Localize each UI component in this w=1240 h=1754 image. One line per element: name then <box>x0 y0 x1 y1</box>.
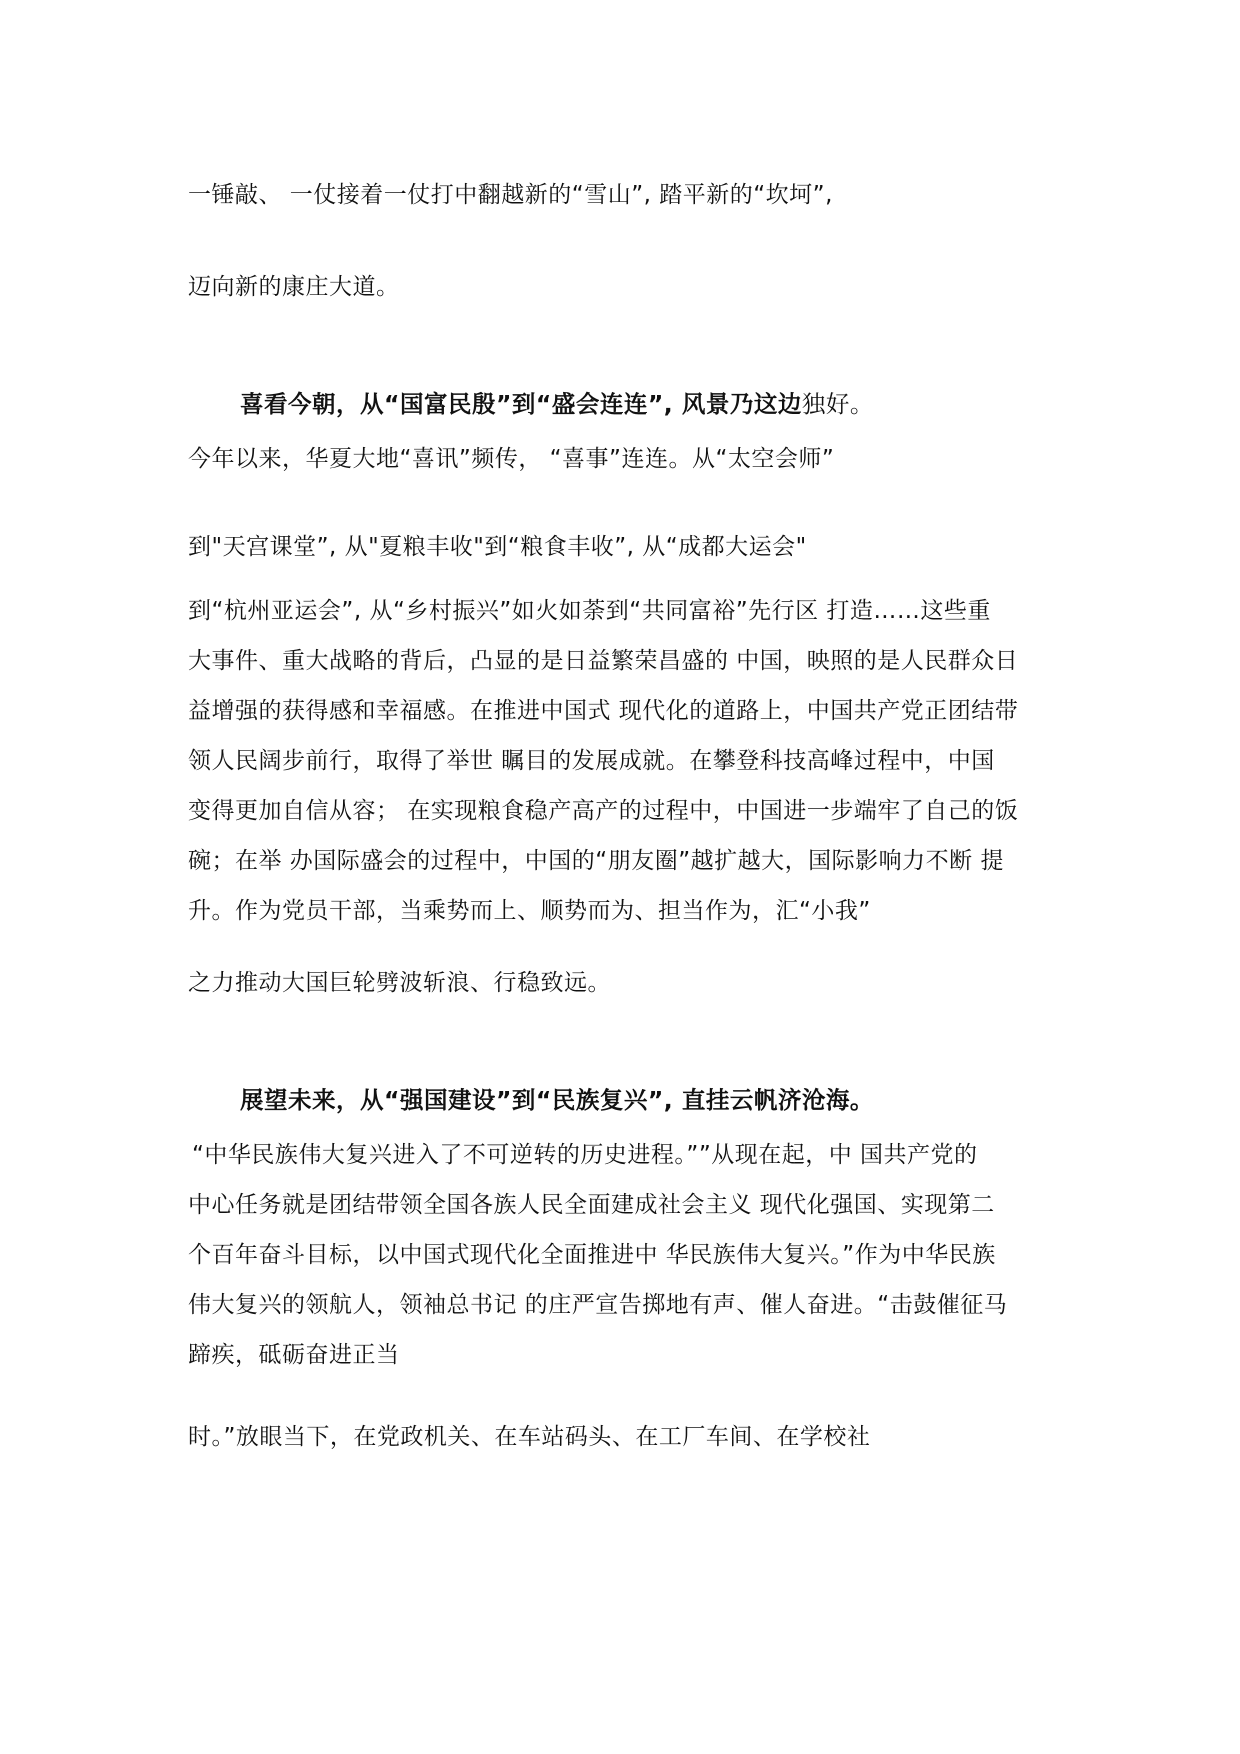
text-line: 伟大复兴的领航人，领袖总书记 的庄严宣告掷地有声、催人奋进。“击鼓催征马 <box>188 1292 1008 1318</box>
text-line: 变得更加自信从容； 在实现粮食稳产高产的过程中，中国进一步端牢了自己的饭 <box>188 798 1019 824</box>
heading-tail: 独好。 <box>801 390 874 418</box>
text-line: 迈向新的康庄大道。 <box>188 274 400 300</box>
heading-bold: 喜看今朝，从“国富民殷”到“盛会连连”, 风景乃这边 <box>240 390 802 418</box>
text-line: 大事件、重大战略的背后，凸显的是日益繁荣昌盛的 中国，映照的是人民群众日 <box>188 648 1019 674</box>
section-heading-2: 展望未来，从“强国建设”到“民族复兴”, 直挂云帆济沧海。 <box>240 1086 874 1114</box>
text-line: 到"天宫课堂”, 从"夏粮丰收"到“粮食丰收”, 从“成都大运会" <box>188 534 807 560</box>
section-heading-1 <box>240 385 874 419</box>
text-line: 领人民阔步前行，取得了举世 瞩目的发展成就。在攀登科技高峰过程中，中国 <box>188 748 995 774</box>
text-line: 时。”放眼当下，在党政机关、在车站码头、在工厂车间、在学校社 <box>188 1424 871 1450</box>
text-line: 个百年奋斗目标，以中国式现代化全面推进中 华民族伟大复兴。”作为中华民族 <box>188 1242 996 1268</box>
text-line: 碗；在举 办国际盛会的过程中，中国的“朋友圈”越扩越大，国际影响力不断 提 <box>188 848 1004 874</box>
text-line: 中心任务就是团结带领全国各族人民全面建成社会主义 现代化强国、实现第二 <box>188 1192 995 1218</box>
text-line: 升。作为党员干部，当乘势而上、顺势而为、担当作为，汇“小我” <box>188 898 871 924</box>
text-line: 一锤敲、 一仗接着一仗打中翻越新的“雪山”, 踏平新的“坎坷”, <box>188 182 833 208</box>
text-line: 益增强的获得感和幸福感。在推进中国式 现代化的道路上，中国共产党正团结带 <box>188 698 1019 724</box>
text-line: 之力推动大国巨轮劈波斩浪、行稳致远。 <box>188 970 611 996</box>
text-line: 蹄疾，砥砺奋进正当 <box>188 1342 400 1368</box>
text-line: 今年以来，华夏大地“喜讯”频传， “喜事”连连。从“太空会师” <box>188 446 835 472</box>
text-line: 到“杭州亚运会”, 从“乡村振兴”如火如荼到“共同富裕”先行区 打造……这些重 <box>188 598 991 624</box>
text-line: “中华民族伟大复兴进入了不可逆转的历史进程。””从现在起，中 国共产党的 <box>192 1142 978 1168</box>
